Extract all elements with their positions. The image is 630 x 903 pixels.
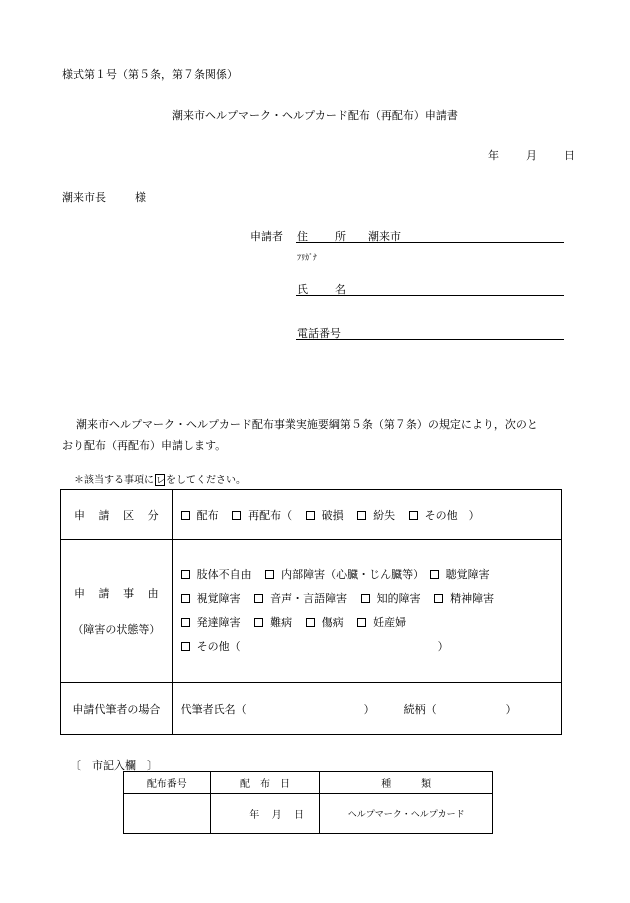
label-char: 分: [147, 508, 159, 522]
office-date-year: 年: [249, 810, 260, 821]
col-distribution-number: 配布番号: [124, 772, 211, 794]
application-table: [60, 489, 562, 735]
option-hearing-impairment[interactable]: [430, 563, 490, 587]
proxy-name-close: ）: [363, 702, 375, 716]
option-physical-disability[interactable]: [181, 563, 252, 587]
proxy-fields: [172, 683, 561, 735]
label-char: 請: [98, 587, 110, 600]
option-label: その他（: [196, 640, 241, 653]
note-prefix: ＊該当する事項に: [74, 475, 154, 486]
date-day-label: 日: [564, 149, 575, 162]
proxy-name-label: 代筆者氏名（: [180, 702, 247, 716]
phone-label: 電話番号: [297, 327, 341, 340]
phone-underline[interactable]: [296, 339, 564, 340]
office-date-month: 月: [271, 810, 282, 821]
option-label: 難病: [270, 616, 293, 629]
option-damage[interactable]: [306, 507, 344, 523]
checkbox[interactable]: [306, 511, 315, 520]
checkbox[interactable]: [306, 618, 315, 627]
label-char: 区: [123, 508, 135, 522]
option-developmental-disability[interactable]: [181, 611, 241, 635]
reason-line-1: [181, 563, 561, 587]
statement-line-1: 潮来市ヘルプマーク・ヘルプカード配布事業実施要綱第５条（第７条）の規定により，次のと: [76, 418, 538, 431]
option-label: 音声・言語障害: [270, 592, 348, 605]
address-underline: [296, 242, 564, 243]
instruction-note: [74, 471, 246, 486]
type-value: ヘルプマーク・ヘルプカード: [320, 794, 493, 834]
reason-sublabel: （障害の状態等）: [72, 623, 161, 636]
option-label: 聴覚障害: [445, 568, 490, 581]
checkbox[interactable]: [181, 642, 190, 651]
row-proxy: [61, 683, 562, 735]
address-label-char-2: 所: [335, 230, 346, 243]
option-mental-disability[interactable]: [434, 587, 494, 611]
checkbox[interactable]: [434, 594, 443, 603]
note-suffix: をしてください。: [166, 475, 246, 486]
option-label: 破損: [321, 508, 344, 522]
col-type: 種 類: [320, 772, 493, 794]
page-title: 潮来市ヘルプマーク・ヘルプカード配布（再配布）申請書: [172, 109, 458, 122]
option-label: 妊産婦: [373, 616, 407, 629]
option-label: 肢体不自由: [196, 568, 252, 581]
checkbox[interactable]: [181, 511, 190, 520]
option-label: 精神障害: [450, 592, 495, 605]
label-char: 申: [74, 508, 85, 522]
checkbox[interactable]: [181, 618, 190, 627]
statement-line-2: おり配布（再配布）申請します。: [62, 439, 227, 452]
check-mark-icon: レ: [156, 476, 166, 486]
option-internal-disability[interactable]: [265, 563, 424, 587]
label-char: 事: [123, 587, 135, 600]
label-char: 申: [74, 587, 85, 600]
option-distribution[interactable]: [181, 507, 219, 523]
other-reason-close: ）: [437, 640, 449, 653]
checkbox[interactable]: [181, 570, 190, 579]
reason-line-3: [181, 611, 561, 635]
relation-close: ）: [505, 702, 517, 716]
office-value-row: [124, 794, 493, 834]
name-underline[interactable]: [296, 295, 564, 296]
name-label-char-2: 名: [335, 283, 346, 296]
checkbox[interactable]: [254, 594, 263, 603]
reason-line-2: [181, 587, 561, 611]
checkbox[interactable]: [357, 511, 366, 520]
option-label: その他 ）: [424, 508, 480, 522]
checkbox[interactable]: [265, 570, 274, 579]
date-field: [488, 147, 575, 163]
option-label: 視覚障害: [196, 592, 241, 605]
option-label: 再配布（: [248, 508, 293, 522]
option-label: 配布: [196, 508, 219, 522]
options-application-reason: [172, 540, 561, 683]
label-application-type: [61, 490, 173, 540]
checkbox[interactable]: [409, 511, 418, 520]
relation-label: 続柄（: [403, 702, 437, 716]
option-label: 紛失: [373, 508, 396, 522]
option-other-reason[interactable]: [181, 640, 241, 653]
reason-line-4: [181, 635, 561, 659]
furigana-label: ﾌﾘｶﾞﾅ: [297, 253, 317, 262]
address-label-char-1: 住: [297, 230, 308, 243]
date-year-label: 年: [488, 149, 499, 162]
option-injury-illness[interactable]: [306, 611, 344, 635]
row-application-type: [61, 490, 562, 540]
option-label: 発達障害: [196, 616, 241, 629]
option-intellectual-disability[interactable]: [361, 587, 421, 611]
applicant-label: 申請者: [250, 230, 283, 243]
addressee: [62, 189, 146, 205]
checkbox[interactable]: [357, 618, 366, 627]
option-loss[interactable]: [357, 507, 395, 523]
office-section-label: 〔 市記入欄 〕: [70, 759, 158, 772]
row-application-reason: [61, 540, 562, 683]
distribution-number-field[interactable]: [124, 794, 211, 834]
option-label: 知的障害: [376, 592, 421, 605]
form-number: 様式第１号（第５条，第７条関係）: [62, 68, 238, 81]
label-char: 請: [98, 508, 110, 522]
option-label: 内部障害（心臓・じん臓等）: [281, 568, 425, 581]
option-visual-impairment[interactable]: [181, 587, 241, 611]
checkbox[interactable]: [430, 570, 439, 579]
office-header-row: [124, 772, 493, 794]
address-value[interactable]: 潮来市: [368, 230, 401, 243]
addressee-name: 潮来市長: [62, 191, 106, 204]
option-speech-impairment[interactable]: [254, 587, 347, 611]
options-application-type: [172, 490, 561, 540]
office-date-day: 日: [293, 810, 304, 821]
option-redistribution[interactable]: [232, 507, 292, 523]
distribution-date-field[interactable]: [210, 794, 320, 834]
option-pregnant[interactable]: [357, 611, 406, 635]
addressee-honorific: 様: [135, 191, 146, 204]
office-use-table: [123, 771, 493, 834]
checkbox[interactable]: [254, 618, 263, 627]
checkbox[interactable]: [232, 511, 241, 520]
option-intractable-disease[interactable]: [254, 611, 292, 635]
label-proxy: 申請代筆者の場合: [61, 683, 173, 735]
label-application-reason: [61, 540, 173, 683]
checkbox[interactable]: [181, 594, 190, 603]
label-char: 由: [147, 587, 159, 600]
option-label: 傷病: [321, 616, 344, 629]
option-other[interactable]: [409, 507, 480, 523]
name-label-char-1: 氏: [297, 283, 308, 296]
col-distribution-date: 配 布 日: [210, 772, 320, 794]
checkbox[interactable]: [361, 594, 370, 603]
date-month-label: 月: [526, 149, 537, 162]
